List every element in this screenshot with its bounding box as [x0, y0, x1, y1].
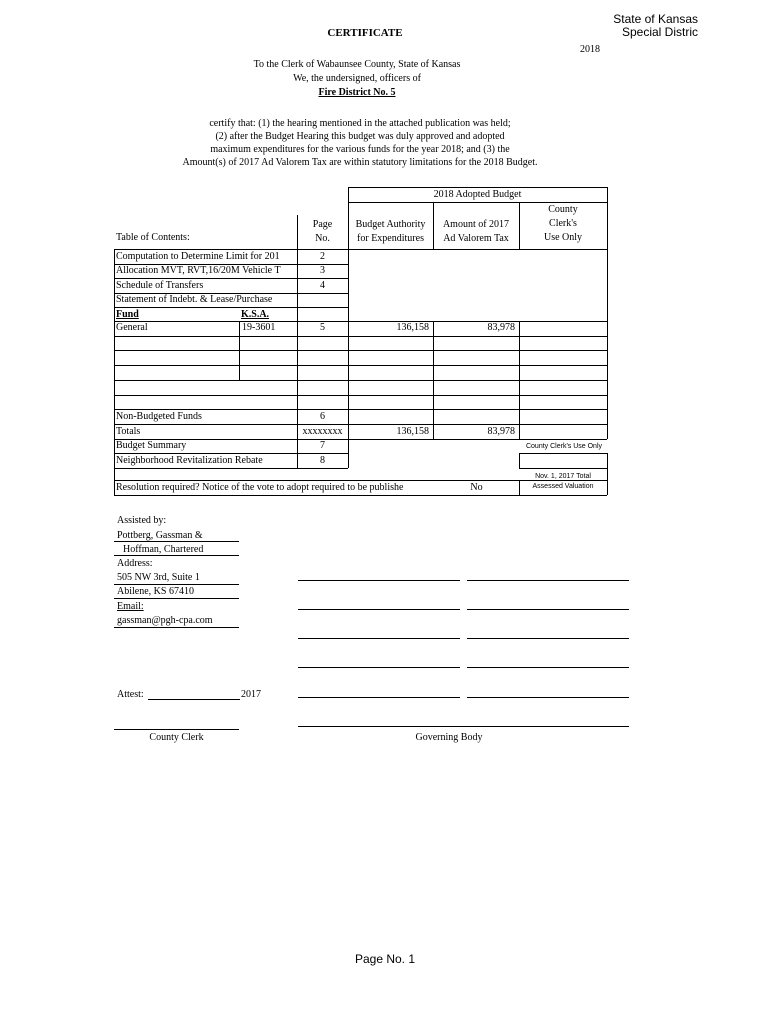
certify-line-4: Amount(s) of 2017 Ad Valorem Tax are within statutory limitations for the 2018 Budget. [182, 157, 538, 168]
budget-summary-page: 7 [320, 440, 325, 451]
general-fund-label: General [116, 322, 148, 333]
governing-body-label: Governing Body [415, 732, 483, 743]
signature-line [298, 638, 460, 639]
intro-line-2: We, the undersigned, officers of [293, 73, 421, 84]
address-line-2: Abilene, KS 67410 [117, 586, 194, 597]
signature-line [298, 609, 460, 610]
header-district-type: Special Distric [621, 25, 698, 39]
attest-line [148, 699, 240, 700]
adopted-budget-header: 2018 Adopted Budget [433, 189, 522, 200]
resolution-label: Resolution required? Notice of the vote to adopt required to be publishe [116, 482, 404, 493]
clerk-header-3: Use Only [543, 232, 583, 243]
ksa-header: K.S.A. [241, 309, 270, 320]
certify-line-2: (2) after the Budget Hearing this budget was duly approved and adopted [215, 131, 505, 142]
contents-row-2-page: 3 [320, 265, 325, 276]
signature-line [298, 697, 460, 698]
intro-line-1: To the Clerk of Wabaunsee County, State of Kansas [253, 59, 461, 70]
contents-row-4-label: Statement of Indebt. & Lease/Purchase [116, 294, 273, 305]
non-budgeted-page: 6 [320, 411, 325, 422]
contents-row-1-page: 2 [320, 251, 325, 262]
signature-line [467, 667, 629, 668]
general-fund-ksa: 19-3601 [242, 322, 276, 333]
signature-line [467, 609, 629, 610]
budget-authority-header-1: Budget Authority [355, 219, 426, 230]
firm-name-1: Pottberg, Gassman & [117, 530, 203, 541]
email-label: Email: [117, 601, 144, 612]
assisted-by-label: Assisted by: [117, 515, 167, 526]
county-clerk-line [114, 729, 239, 730]
signature-line [298, 580, 460, 581]
nrr-label: Neighborhood Revitalization Rebate [116, 455, 263, 466]
totals-page: xxxxxxxx [302, 426, 343, 437]
budget-summary-label: Budget Summary [116, 440, 187, 451]
nrr-page: 8 [320, 455, 325, 466]
certify-line-3: maximum expenditures for the various funds for the year 2018; and (3) the [210, 144, 510, 155]
budget-table [114, 187, 607, 497]
signature-line [298, 667, 460, 668]
signature-line [467, 697, 629, 698]
certify-text [150, 117, 570, 169]
entity-name: Fire District No. 5 [318, 87, 396, 98]
signature-line [467, 580, 629, 581]
page-header-1: Page [312, 219, 333, 230]
attest-label: Attest: [117, 689, 144, 700]
ad-valorem-header-1: Amount of 2017 [442, 219, 510, 230]
signature-line [467, 638, 629, 639]
address-line-1: 505 NW 3rd, Suite 1 [117, 572, 200, 583]
signature-line [298, 726, 629, 727]
page-header-2: No. [315, 233, 330, 244]
page-number: Page No. 1 [354, 952, 416, 966]
clerk-use-only-label: County Clerk's Use Only [525, 443, 603, 450]
header-year: 2018 [580, 44, 600, 55]
totals-tax: 83,978 [487, 426, 515, 437]
contents-row-2-label: Allocation MVT, RVT,16/20M Vehicle T [116, 265, 281, 276]
non-budgeted-label: Non-Budgeted Funds [116, 411, 202, 422]
header-state: State of Kansas [613, 12, 698, 26]
certify-line-1: certify that: (1) the hearing mentioned in the attached publication was held; [209, 118, 511, 129]
budget-authority-header-2: for Expenditures [357, 233, 424, 244]
totals-budget: 136,158 [396, 426, 429, 437]
certificate-title: CERTIFICATE [327, 27, 403, 39]
valuation-label-2: Assessed Valuation [532, 483, 594, 490]
firm-name-2: Hoffman, Chartered [123, 544, 204, 555]
ad-valorem-header-2: Ad Valorem Tax [443, 233, 509, 244]
table-of-contents-header: Table of Contents: [116, 232, 190, 243]
general-fund-page: 5 [320, 322, 325, 333]
totals-label: Totals [116, 426, 141, 437]
contents-row-3-label: Schedule of Transfers [116, 280, 204, 291]
email-value: gassman@pgh-cpa.com [117, 615, 213, 626]
contents-row-3-page: 4 [320, 280, 325, 291]
contents-row-1-label: Computation to Determine Limit for 201 [116, 251, 280, 262]
fund-header: Fund [116, 309, 139, 320]
clerk-header-2: Clerk's [549, 218, 577, 229]
general-fund-budget: 136,158 [396, 322, 429, 333]
county-clerk-label: County Clerk [149, 732, 204, 743]
valuation-label-1: Nov. 1, 2017 Total [535, 473, 591, 480]
clerk-header-1: County [548, 204, 578, 215]
resolution-value: No [470, 482, 483, 493]
general-fund-tax: 83,978 [487, 322, 515, 333]
attest-year: 2017 [241, 689, 261, 700]
address-label: Address: [117, 558, 153, 569]
